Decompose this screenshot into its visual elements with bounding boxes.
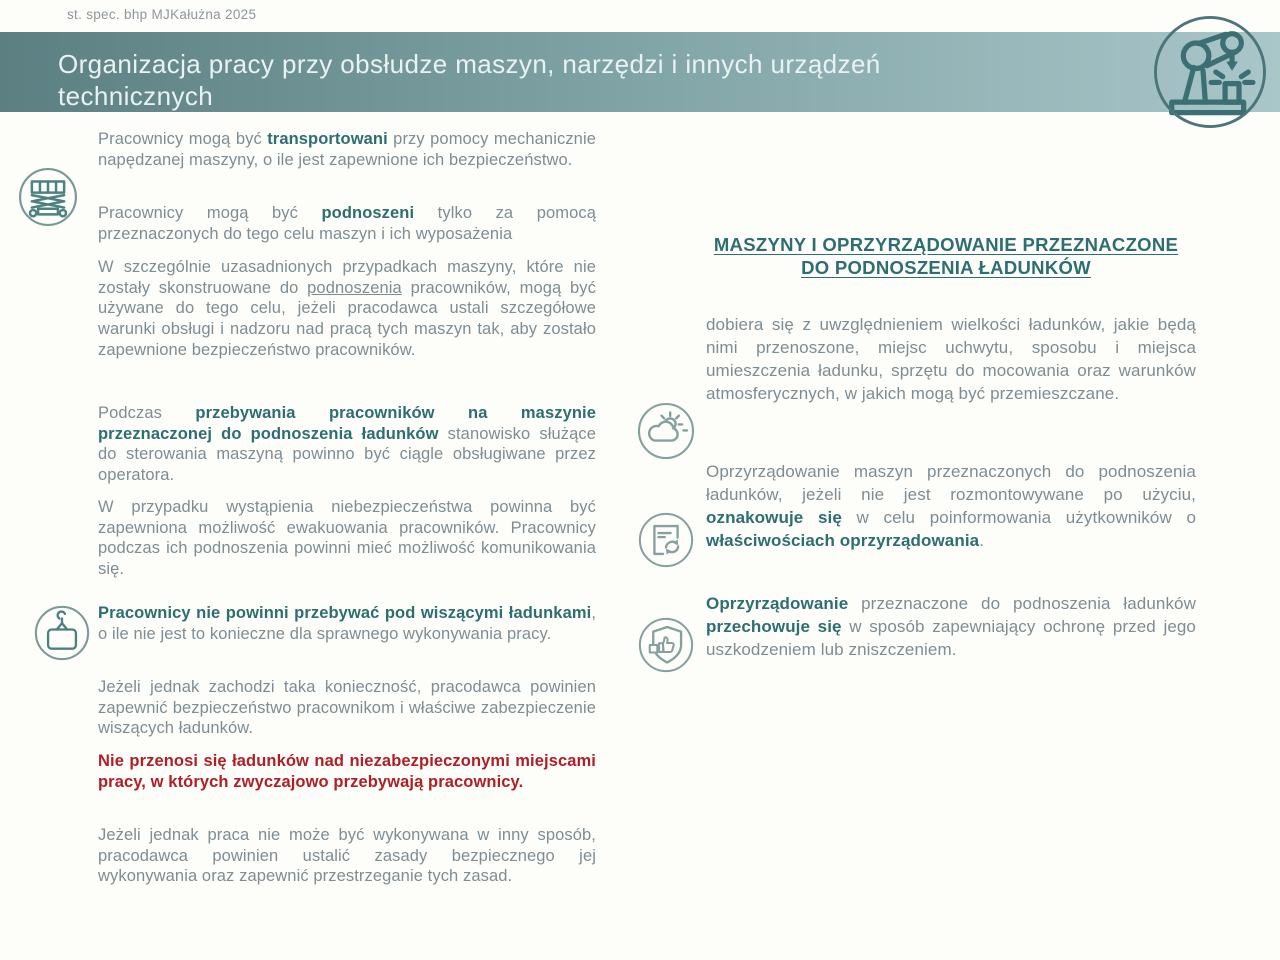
evacuation-paragraph: W przypadku wystąpienia niebezpieczeństwa powinna być zapewniona możliwość ewakuowania pracowników. Pracownicy podczas ich podnoszenia powinni mieć możliwość komunikowania się.	[98, 498, 596, 579]
sun-cloud-icon	[636, 401, 696, 461]
shield-thumbs-up-icon	[637, 616, 695, 674]
equipment-selection-paragraph: dobiera się z uwzględnieniem wielkości ładunków, jakie będą nimi przenoszone, miejsc uchwytu, sposobu i miejsca umieszczenia ładunku, sprzętu do mocowania oraz warunków atmosferycznych, w jakich mogą być przemieszczane.	[706, 315, 1196, 403]
special-cases-paragraph: W szczególnie uzasadnionych przypadkach maszyny, które nie zostały skonstruowane do podnoszenia pracowników, mogą być używane do tego celu, jeżeli pracodawca ustali szczegółowe warunki obsługi i nadzoru nad pracą tych maszyn tak, aby zostało zapewnione bezpieczeństwo pracowników.	[98, 258, 596, 359]
lifting-paragraph: Pracownicy mogą być podnoszeni tylko za pomocą przeznaczonych do tego celu maszyn i ich wyposażenia	[98, 204, 597, 243]
scissor-lift-icon	[17, 166, 79, 228]
robot-arm-icon	[1152, 14, 1268, 130]
operator-paragraph: Podczas przebywania pracowników na maszynie przeznaczonej do podnoszenia ładunków stanowisko służące do sterowania maszyną powinno być ciągle obsługiwane przez operatora.	[98, 404, 597, 485]
alternative-rules-paragraph: Jeżeli jednak praca nie może być wykonywana w inny sposób, pracodawca powinien ustalić zasady bezpiecznego jej wykonywania oraz zapewnić przestrzeganie tych zasad.	[98, 826, 596, 886]
section-heading: MASZYNY I OPRZYRZĄDOWANIE PRZEZNACZONE DO PODNOSZENIA ŁADUNKÓW	[713, 234, 1179, 278]
suspended-loads-paragraph: Pracownicy nie powinni przebywać pod wiszącymi ładunkami, o ile nie jest to konieczne dla sprawnego wykonywania pracy.	[98, 604, 596, 643]
document-sync-icon	[637, 511, 695, 569]
safety-measures-paragraph: Jeżeli jednak zachodzi taka konieczność, pracodawca powinien zapewnić bezpieczeństwo pracownikom i właściwe zabezpieczenie wiszących ładunków.	[98, 678, 596, 738]
storage-paragraph: Oprzyrządowanie przeznaczone do podnoszenia ładunków przechowuje się w sposób zapewniający ochronę przed jego uszkodzeniem lub zniszczeniem.	[706, 594, 1196, 659]
crane-hook-load-icon	[33, 604, 91, 662]
credit-line: st. spec. bhp MJKałużna 2025	[67, 7, 257, 22]
transport-paragraph: Pracownicy mogą być transportowani przy pomocy mechanicznie napędzanej maszyny, o ile jest zapewnione ich bezpieczeństwo.	[98, 130, 596, 169]
page-title: Organizacja pracy przy obsłudze maszyn, narzędzi i innych urządzeń technicznych	[58, 49, 881, 111]
no-loads-over-workplaces-warning: Nie przenosi się ładunków nad niezabezpieczonymi miejscami pracy, w których zwyczajowo przebywają pracownicy.	[98, 752, 596, 791]
marking-paragraph: Oprzyrządowanie maszyn przeznaczonych do podnoszenia ładunków, jeżeli nie jest rozmontowywane po użyciu, oznakowuje się w celu poinformowania użytkowników o właściwościach oprzyrządowania.	[706, 462, 1196, 550]
